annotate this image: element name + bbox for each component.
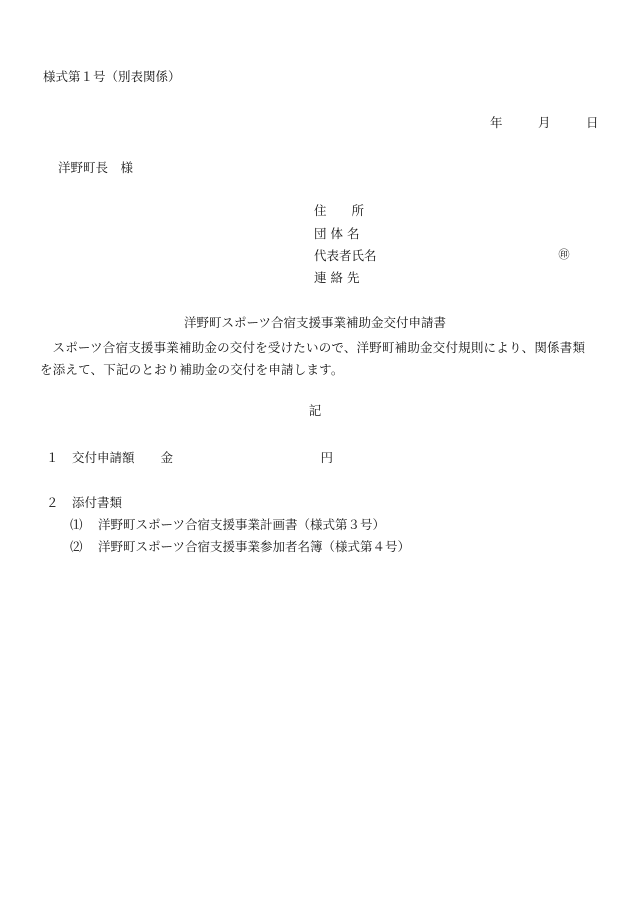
item-1-number: １: [46, 450, 59, 465]
date-day-label: 日: [585, 115, 599, 130]
item-1-label: 交付申請額: [72, 450, 135, 465]
attachment-2-row: [70, 539, 410, 555]
attachment-2-text: 洋野町スポーツ合宿支援事業参加者名簿（様式第４号）: [98, 539, 411, 554]
applicant-address-row: [314, 203, 394, 219]
attachment-1-row: [70, 517, 385, 533]
form-number: 様式第１号（別表関係）: [43, 69, 181, 84]
applicant-org-row: [314, 226, 394, 242]
item-2-label: 添付書類: [72, 495, 123, 510]
applicant-contact-label: 連 絡 先: [314, 270, 360, 285]
ki-heading: 記: [308, 403, 322, 418]
seal-mark: ㊞: [558, 248, 570, 261]
document-title: [0, 315, 630, 331]
date-line: [490, 115, 598, 131]
date-month-label: 月: [537, 115, 551, 130]
date-year-label: 年: [490, 115, 503, 130]
addressee: 洋野町長 様: [58, 160, 134, 175]
applicant-contact-row: [314, 270, 394, 286]
applicant-representative-label: 代表者氏名: [314, 248, 377, 263]
applicant-address-label: 住 所: [314, 203, 365, 218]
applicant-org-name-label: 団 体 名: [314, 226, 360, 241]
item-2-number: ２: [46, 495, 59, 510]
document-title-text: 洋野町スポーツ合宿支援事業補助金交付申請書: [183, 315, 446, 330]
item-1-gold: 金: [160, 450, 174, 465]
attachment-2-number: ⑵: [70, 539, 83, 554]
attachment-1-text: 洋野町スポーツ合宿支援事業計画書（様式第３号）: [98, 517, 386, 532]
attachment-1-number: ⑴: [70, 517, 83, 532]
body-paragraph: スポーツ合宿支援事業補助金の交付を受けたいので、洋野町補助金交付規則により、関係書類を添えて、下記のとおり補助金の交付を申請します。: [40, 340, 586, 377]
item-2-row: [46, 495, 122, 511]
item-1-row: [46, 450, 333, 466]
item-1-yen: 円: [320, 450, 334, 465]
applicant-representative-row: [314, 248, 394, 264]
